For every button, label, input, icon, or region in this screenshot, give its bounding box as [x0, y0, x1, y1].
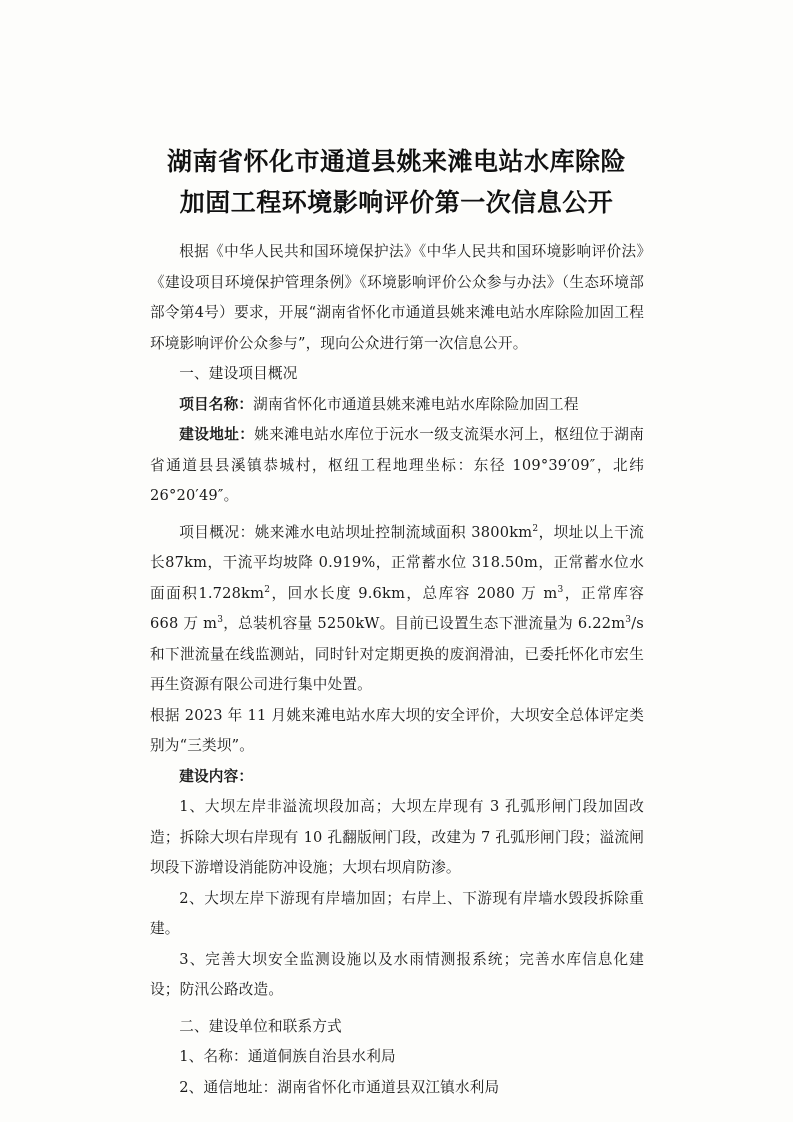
- overview-text-5: ，总装机容量 5250kW。目前已设置生态下泄流量为 6.22m: [223, 615, 626, 632]
- content-label: 建设内容：: [179, 767, 254, 785]
- section1-heading: 一、建设项目概况: [179, 365, 298, 382]
- overview-sup-3: 3: [557, 584, 564, 595]
- document-body: [150, 237, 644, 1103]
- overview-text-2: ，坝址以上干流长87km，干流平均坡降 0.919%，正常蓄水位 318.50m，正常蓄水位水面面积1.728km: [150, 523, 644, 602]
- section2-heading: 二、建设单位和联系方式: [179, 1017, 342, 1035]
- overview-text-3: ，回水长度 9.6km，总库容 2080 万 m: [270, 584, 558, 602]
- content-item-1: 1、大坝左岸非溢流坝段加高；大坝左岸现有 3 孔弧形闸门段加固改造；拆除大坝右岸现有 10 孔翻版闸门段，改建为 7 孔弧形闸门段；溢流闸坝段下游增设消能防冲设施；大坝右坝肩防渗。: [150, 798, 644, 876]
- project-name-paragraph: [150, 390, 644, 421]
- location-label: 建设地址：: [179, 426, 255, 443]
- location-paragraph: [150, 420, 644, 512]
- project-name-label: 项目名称：: [179, 395, 254, 413]
- unit-address-line: 2、通信地址：湖南省怀化市通道县双江镇水利局: [179, 1078, 500, 1096]
- content-item-3: 3、完善大坝安全监测设施以及水雨情测报系统；完善水库信息化建设；防汛公路改造。: [150, 950, 644, 998]
- overview-label: 项目概况：: [179, 523, 255, 541]
- overview-sup-2: 2: [264, 584, 271, 595]
- overview-text-4: ，正常库容 668 万 m: [150, 584, 644, 632]
- safety-paragraph: 根据 2023 年 11 月姚来滩电站水库大坝的安全评价，大坝安全总体评定类别为“三类坝”。: [150, 706, 644, 754]
- intro-paragraph: 根据《中华人民共和国环境保护法》《中华人民共和国环境影响评价法》《建设项目环境保护管理条例》《环境影响评价公众参与办法》（生态环境部部令第4号）要求，开展“湖南省怀化市通道县姚来滩电站水库除险加固工程环境影响评价公众参与”，现向公众进行第一次信息公开。: [150, 243, 644, 352]
- overview-text-1: 姚来滩水电站坝址控制流域面积 3800km: [254, 523, 533, 541]
- overview-paragraph: [150, 518, 644, 701]
- title-line-1: 湖南省怀化市通道县姚来滩电站水库除险: [166, 147, 626, 176]
- overview-sup-1: 2: [532, 523, 539, 534]
- title-line-2: 加固工程环境影响评价第一次信息公开: [179, 188, 614, 217]
- overview-text-6: /s 和下泄流量在线监测站，同时针对定期更换的废润滑油，已委托怀化市宏生再生资源有限公司进行集中处置。: [150, 615, 644, 693]
- location-value: 姚来滩电站水库位于沅水一级支流渠水河上，枢纽位于湖南省通道县县溪镇恭城村，枢纽工程地理坐标：东径 109°39′09″，北纬 26°20′49″。: [150, 426, 644, 504]
- unit-name-line: 1、名称：通道侗族自治县水利局: [179, 1048, 396, 1065]
- overview-sup-5: 3: [625, 615, 632, 626]
- overview-sup-4: 3: [217, 615, 224, 626]
- project-name-value: 湖南省怀化市通道县姚来滩电站水库除险加固工程: [253, 395, 579, 413]
- content-item-2: 2、大坝左岸下游现有岸墙加固；右岸上、下游现有岸墙水毁段拆除重建。: [150, 889, 644, 937]
